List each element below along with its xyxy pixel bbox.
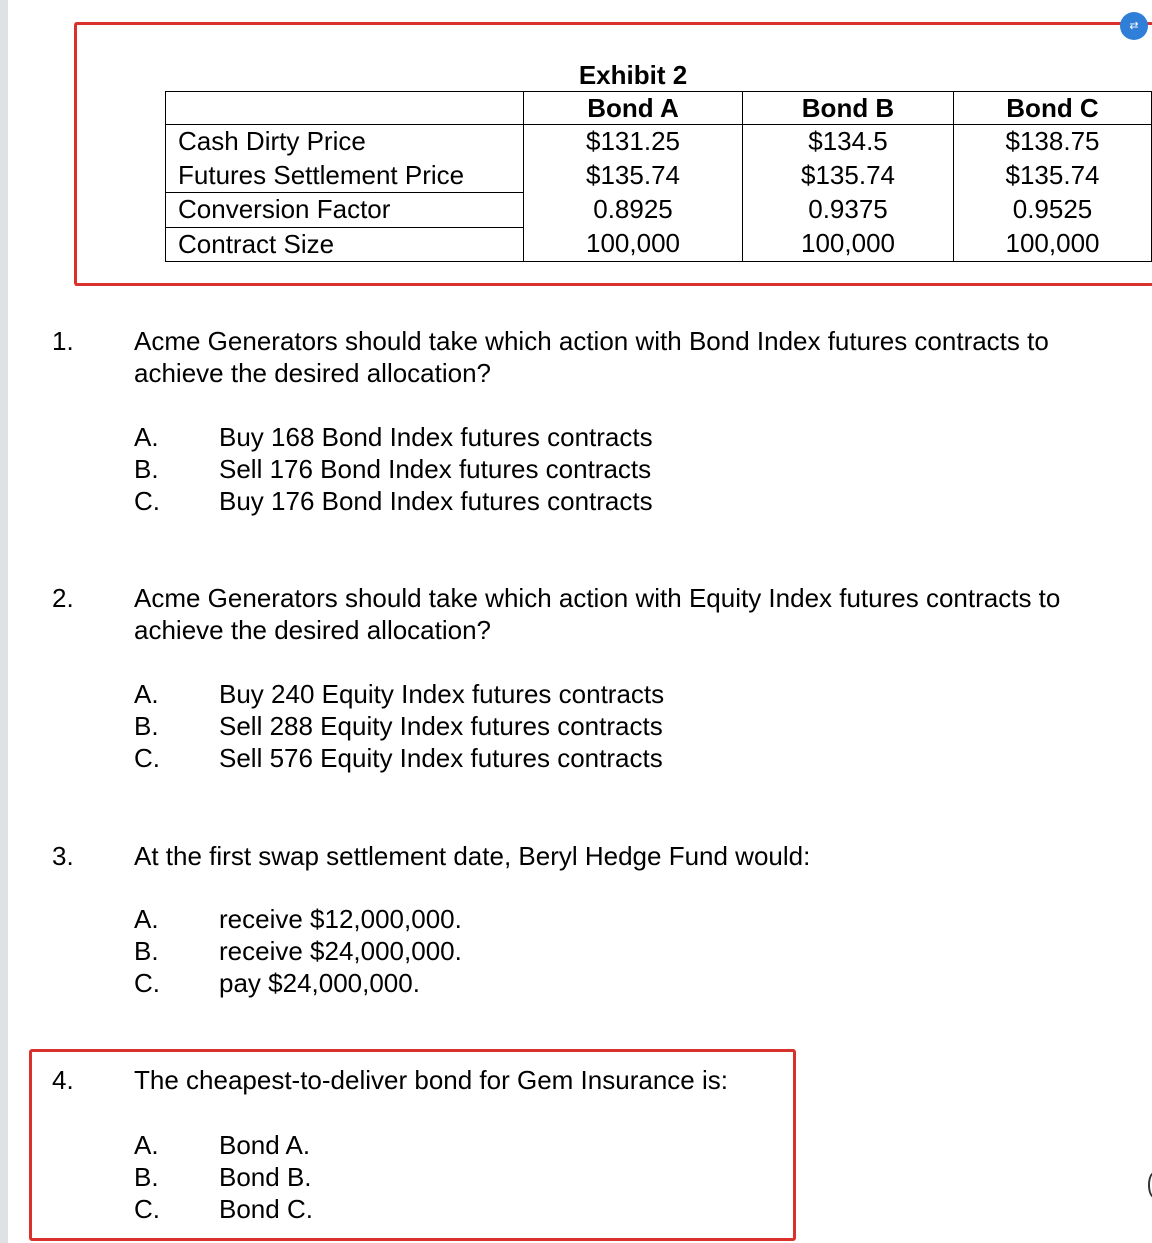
option-text: receive $12,000,000. <box>219 904 462 934</box>
question-4-number: 4. <box>52 1065 74 1095</box>
option-text: pay $24,000,000. <box>219 968 420 998</box>
table-cell: 0.8925 <box>524 193 743 228</box>
row-label: Contract Size <box>166 227 524 262</box>
translate-icon[interactable]: ⇄ <box>1120 12 1148 40</box>
question-2-number: 2. <box>52 583 74 613</box>
question-2-text: Acme Generators should take which action with Equity Index futures contracts to achieve the desired allocation? <box>134 583 1061 645</box>
column-header: Bond C <box>954 92 1152 125</box>
table-cell: $135.74 <box>524 159 743 193</box>
option-text: Sell 576 Equity Index futures contracts <box>219 743 663 773</box>
left-scroll-gutter <box>0 0 8 1243</box>
table-cell: $134.5 <box>743 125 954 159</box>
option-text: Bond B. <box>219 1162 312 1192</box>
column-header: Bond A <box>524 92 743 125</box>
option-text: Bond C. <box>219 1194 313 1224</box>
question-1-option-a <box>0 421 1152 453</box>
option-letter: A. <box>134 679 159 709</box>
option-letter: B. <box>134 711 159 741</box>
option-letter: B. <box>134 1162 159 1192</box>
option-letter: B. <box>134 454 159 484</box>
question-4-option-a <box>0 1129 800 1161</box>
question-4-option-c <box>0 1193 800 1225</box>
question-1-number: 1. <box>52 326 74 356</box>
table-cell: $131.25 <box>524 125 743 159</box>
row-label: Conversion Factor <box>166 193 524 228</box>
option-text: Buy 168 Bond Index futures contracts <box>219 422 653 452</box>
question-2-option-c <box>0 742 1152 774</box>
exhibit-title: Exhibit 2 <box>578 60 688 90</box>
option-text: Buy 240 Equity Index futures contracts <box>219 679 665 709</box>
question-2-option-a <box>0 678 1152 710</box>
option-letter: C. <box>134 1194 160 1224</box>
table-cell: 100,000 <box>524 227 743 262</box>
table-cell: 0.9525 <box>954 193 1152 228</box>
table-cell: 100,000 <box>743 227 954 262</box>
table-row <box>166 125 1152 159</box>
question-3-option-c <box>0 967 1152 999</box>
option-letter: A. <box>134 422 159 452</box>
option-letter: C. <box>134 486 160 516</box>
column-header: Bond B <box>743 92 954 125</box>
table-cell: $135.74 <box>954 159 1152 193</box>
option-text: Buy 176 Bond Index futures contracts <box>219 486 653 516</box>
question-3-option-b <box>0 935 1152 967</box>
question-3-number: 3. <box>52 841 74 871</box>
edge-handle-icon <box>1148 1172 1152 1198</box>
option-letter: B. <box>134 936 159 966</box>
question-3-text: At the first swap settlement date, Beryl Hedge Fund would: <box>134 841 811 871</box>
table-row <box>166 227 1152 262</box>
question-4-text: The cheapest-to-deliver bond for Gem Insurance is: <box>134 1065 728 1095</box>
question-1-option-b <box>0 453 1152 485</box>
option-letter: C. <box>134 743 160 773</box>
table-row <box>166 159 1152 193</box>
row-label: Futures Settlement Price <box>166 159 524 193</box>
question-2-option-b <box>0 710 1152 742</box>
table-cell: $138.75 <box>954 125 1152 159</box>
question-1-text: Acme Generators should take which action with Bond Index futures contracts to achieve the desired allocation? <box>134 326 1049 388</box>
option-text: Sell 176 Bond Index futures contracts <box>219 454 652 484</box>
table-row <box>166 193 1152 228</box>
table-cell: $135.74 <box>743 159 954 193</box>
question-3-option-a <box>0 903 1152 935</box>
option-text: Bond A. <box>219 1130 311 1160</box>
question-4-option-b <box>0 1161 800 1193</box>
question-1-option-c <box>0 485 1152 517</box>
row-label: Cash Dirty Price <box>166 125 524 159</box>
exhibit-table <box>165 91 1152 262</box>
table-header-row <box>166 92 1152 125</box>
option-letter: C. <box>134 968 160 998</box>
table-cell: 100,000 <box>954 227 1152 262</box>
table-cell: 0.9375 <box>743 193 954 228</box>
option-text: Sell 288 Equity Index futures contracts <box>219 711 663 741</box>
option-letter: A. <box>134 1130 159 1160</box>
table-header-empty <box>166 92 524 125</box>
option-letter: A. <box>134 904 159 934</box>
option-text: receive $24,000,000. <box>219 936 462 966</box>
